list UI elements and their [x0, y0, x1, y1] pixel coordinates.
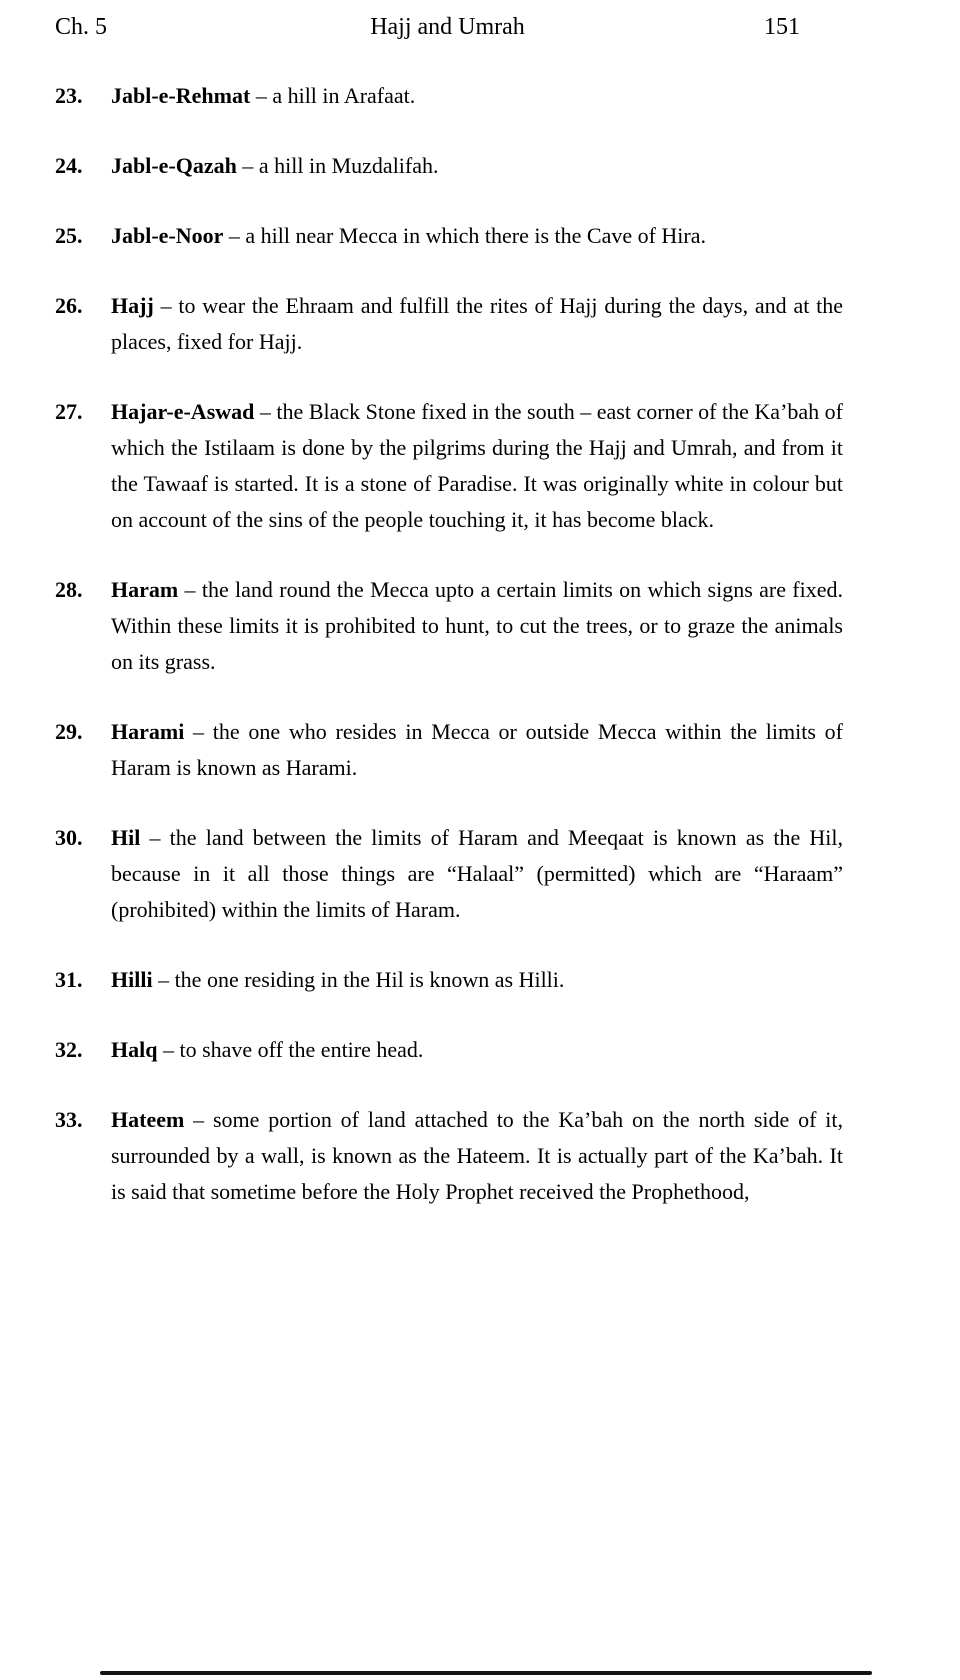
glossary-entry [55, 148, 843, 184]
entry-body [111, 820, 843, 928]
entry-term: Haram [111, 577, 179, 602]
chapter-label: Ch. 5 [55, 14, 108, 40]
page-title: Hajj and Umrah [370, 14, 525, 40]
entry-definition: – some portion of land attached to the Ka’bah on the north side of it, surrounded by a wall, is known as the Hateem. It is actually part of the Ka’bah. It is said that sometime before the Holy Prophet received the Prophethood, [111, 1107, 843, 1204]
entry-term: Jabl-e-Noor [111, 223, 224, 248]
entry-number: 28. [55, 577, 83, 602]
entry-definition: – to wear the Ehraam and fulfill the rites of Hajj during the days, and at the places, fixed for Hajj. [111, 293, 843, 354]
entry-body [111, 1102, 843, 1210]
entry-number: 24. [55, 153, 83, 178]
page-number: 151 [764, 14, 800, 40]
glossary-entry [55, 78, 843, 114]
entry-body [111, 1032, 843, 1068]
entry-body [111, 148, 843, 184]
entry-number: 26. [55, 293, 83, 318]
glossary-entry [55, 218, 843, 254]
entry-definition: – a hill near Mecca in which there is the Cave of Hira. [223, 223, 707, 248]
entry-term: Hateem [111, 1107, 185, 1132]
glossary-entry [55, 820, 843, 928]
entry-term: Jabl-e-Qazah [111, 153, 237, 178]
entry-definition: – a hill in Muzdalifah. [236, 153, 439, 178]
entry-number: 23. [55, 83, 83, 108]
entry-number: 29. [55, 719, 83, 744]
entry-term: Halq [111, 1037, 158, 1062]
entry-number: 30. [55, 825, 83, 850]
glossary-list [0, 44, 960, 1210]
entry-body [111, 572, 843, 680]
entry-term: Hajj [111, 293, 154, 318]
entry-term: Hajar-e-Aswad [111, 399, 255, 424]
glossary-entry [55, 288, 843, 360]
glossary-entry [55, 572, 843, 680]
entry-number: 31. [55, 967, 83, 992]
entry-body [111, 78, 843, 114]
entry-body [111, 714, 843, 786]
entry-term: Harami [111, 719, 185, 744]
entry-number: 33. [55, 1107, 83, 1132]
glossary-entry [55, 1032, 843, 1068]
glossary-entry [55, 394, 843, 538]
entry-term: Hil [111, 825, 141, 850]
scan-artifact-line [100, 1671, 872, 1675]
entry-term: Jabl-e-Rehmat [111, 83, 251, 108]
entry-definition: – the Black Stone fixed in the south – east corner of the Ka’bah of which the Istilaam is done by the pilgrims during the Hajj and Umrah, and from it the Tawaaf is started. It is a stone of Paradise. It was originally white in colour but on account of the sins of the people touching it, it has become black. [111, 399, 843, 532]
glossary-entry [55, 1102, 843, 1210]
glossary-entry [55, 962, 843, 998]
entry-body [111, 288, 843, 360]
entry-body [111, 218, 843, 254]
entry-definition: – the one who resides in Mecca or outside Mecca within the limits of Haram is known as Harami. [111, 719, 843, 780]
entry-number: 25. [55, 223, 83, 248]
entry-body [111, 394, 843, 538]
glossary-entry [55, 714, 843, 786]
entry-term: Hilli [111, 967, 153, 992]
entry-definition: – the one residing in the Hil is known as Hilli. [152, 967, 565, 992]
entry-body [111, 962, 843, 998]
entry-definition: – the land round the Mecca upto a certain limits on which signs are fixed. Within these limits it is prohibited to hunt, to cut the trees, or to graze the animals on its grass. [111, 577, 843, 674]
entry-definition: – a hill in Arafaat. [250, 83, 416, 108]
entry-number: 27. [55, 399, 83, 424]
entry-definition: – to shave off the entire head. [157, 1037, 424, 1062]
entry-number: 32. [55, 1037, 83, 1062]
entry-definition: – the land between the limits of Haram and Meeqaat is known as the Hil, because in it all those things are “Halaal” (permitted) which are “Haraam” (prohibited) within the limits of Haram. [111, 825, 843, 922]
page-header [0, 10, 960, 44]
